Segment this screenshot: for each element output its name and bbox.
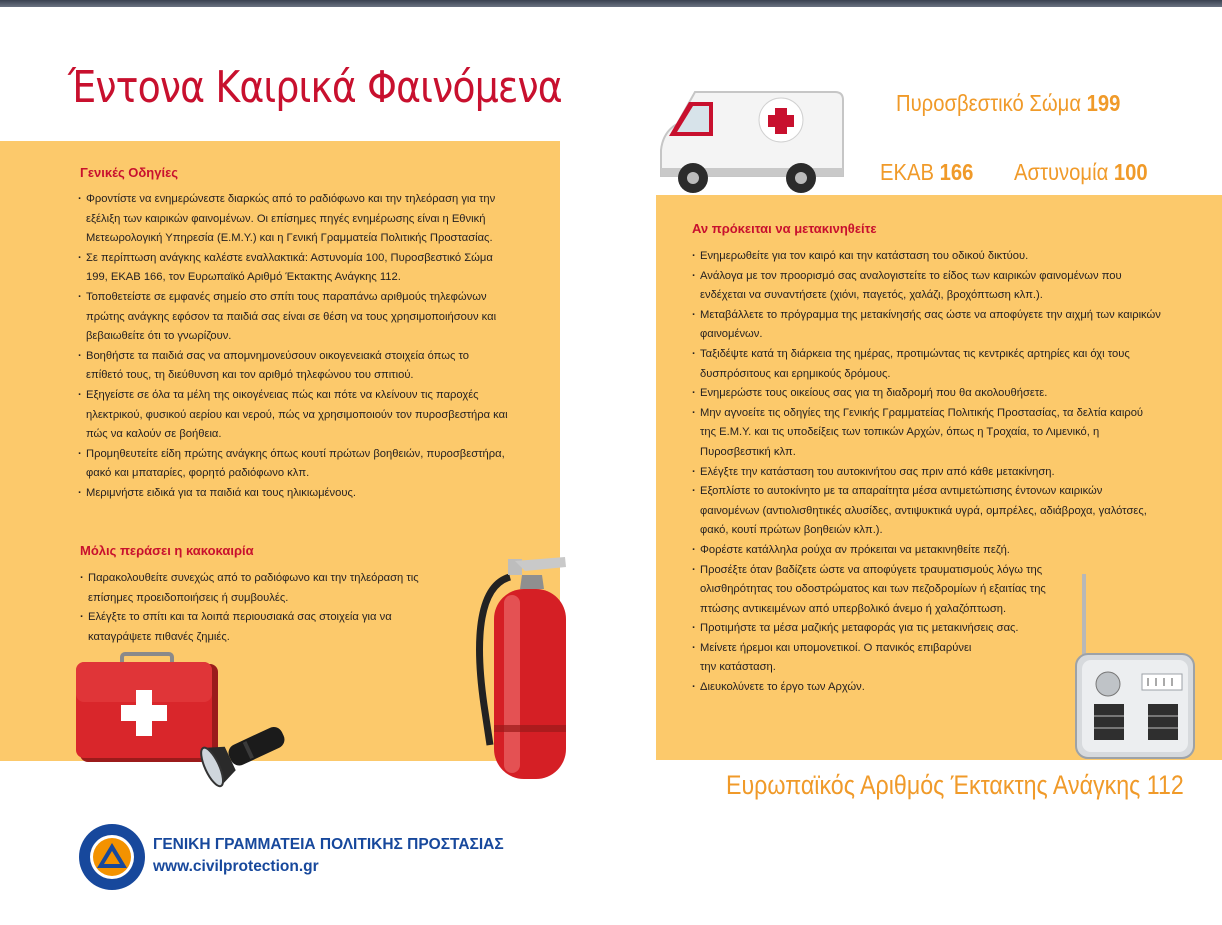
ambulance-icon xyxy=(655,88,847,196)
civil-protection-logo xyxy=(78,823,146,891)
ekab-contact xyxy=(880,159,973,186)
list-item: · Σε περίπτωση ανάγκης καλέστε εναλλακτικά: Αστυνομία 100, Πυροσβεστικό Σώμα 199, ΕΚΑΒ 166, τον Ευρωπαϊκό Αριθμό Έκτακτης Ανάγκης 112. xyxy=(78,249,508,288)
fire-service-label: Πυροσβεστικό Σώμα xyxy=(896,90,1082,116)
organization-url[interactable]: www.civilprotection.gr xyxy=(153,858,319,875)
list-item: · Εξοπλίστε το αυτοκίνητο με τα απαραίτητα μέσα αντιμετώπισης έντονων καιρικών φαινομένων (αντιολισθητικές αλυσίδες, αντιψυκτικά υγρά, ομπρέλες, αδιάβροχα, γαλότσες, φακό, κουτί πρώτων βοηθειών κλπ.). xyxy=(692,482,1162,541)
list-item: · Μεριμνήστε ειδικά για τα παιδιά και τους ηλικιωμένους. xyxy=(78,484,508,504)
list-item: · Μην αγνοείτε τις οδηγίες της Γενικής Γραμματείας Πολιτικής Προστασίας, τα δελτία καιρού της Ε.Μ.Υ. και τις υποδείξεις των τοπικών Αρχών, όπως η Τροχαία, το Λιμενικό, η Πυροσβεστική κλπ. xyxy=(692,404,1162,463)
page-title: Έντονα Καιρικά Φαινόμενα xyxy=(68,62,562,113)
list-item: · Τοποθετείστε σε εμφανές σημείο στο σπίτι τους παραπάνω αριθμούς τηλεφώνων πρώτης ανάγκης εφόσον τα παιδιά σας είναι σε θέση να τους χρησιμοποιήσουν και βεβαιωθείτε ότι το γνωρίζουν. xyxy=(78,288,508,347)
list-item: · Εξηγείστε σε όλα τα μέλη της οικογένειας πώς και πότε να κλείνουν τις παροχές ηλεκτρικού, φυσικού αερίου και νερού, πώς να χρησιμοποιούν τον πυροσβεστήρα και πώς να καλούν σε βοήθεια. xyxy=(78,386,508,445)
list-item: · Μείνετε ήρεμοι και υπομονετικοί. Ο πανικός επιβαρύνει την κατάσταση. xyxy=(692,639,980,678)
list-item: · Ενημερωθείτε για τον καιρό και την κατάσταση του οδικού δικτύου. xyxy=(692,247,1162,267)
list-item: · Προσέξτε όταν βαδίζετε ώστε να αποφύγετε τραυματισμούς λόγω της ολισθηρότητας του οδοστρώματος και των πεζοδρομίων ή εξαιτίας της πτώσης αντικειμένων από υπερβολικό άνεμο ή χαλαζόπτωση. xyxy=(692,561,1055,620)
window-top-border xyxy=(0,0,1222,7)
general-list xyxy=(78,190,508,504)
list-item: · Ελέγξτε το σπίτι και τα λοιπά περιουσιακά σας στοιχεία για να καταγράψετε πιθανές ζημιές. xyxy=(80,608,455,647)
list-item: · Ελέγξτε την κατάσταση του αυτοκινήτου σας πριν από κάθε μετακίνηση. xyxy=(692,463,1162,483)
list-item: · Ταξιδέψτε κατά τη διάρκεια της ημέρας, προτιμώντας τις κεντρικές αρτηρίες και όχι τους δυσπρόσιτους και ερημικούς δρόμους. xyxy=(692,345,1162,384)
list-item: · Προμηθευτείτε είδη πρώτης ανάγκης όπως κουτί πρώτων βοηθειών, πυροσβεστήρα, φακό και μπαταρίες, φορητό ραδιόφωνο κλπ. xyxy=(78,445,508,484)
fire-extinguisher-icon xyxy=(470,555,580,785)
police-contact xyxy=(1014,159,1148,186)
radio-icon xyxy=(1072,570,1200,762)
list-item: · Ανάλογα με τον προορισμό σας αναλογιστείτε το είδος των καιρικών φαινομένων που ενδέχεται να συναντήσετε (χιόνι, παγετός, χαλάζι, βροχόπτωση κλπ.). xyxy=(692,267,1162,306)
ekab-label: ΕΚΑΒ xyxy=(880,159,935,185)
list-item: · Βοηθήστε τα παιδιά σας να απομνημονεύσουν οικογενειακά στοιχεία όπως το επίθετό τους, τη διεύθυνση και τον αριθμό τηλεφώνου του σπιτιού. xyxy=(78,347,508,386)
list-item: · Μεταβάλλετε το πρόγραμμα της μετακίνησής σας ώστε να αποφύγετε την αιχμή των καιρικών φαινομένων. xyxy=(692,306,1162,345)
euro-number: 112 xyxy=(1146,770,1184,800)
ekab-number: 166 xyxy=(939,159,974,185)
list-item: · Φορέστε κατάλληλα ρούχα αν πρόκειται να μετακινηθείτε πεζή. xyxy=(692,541,1162,561)
travel-heading: Αν πρόκειται να μετακινηθείτε xyxy=(692,221,877,236)
after-heading: Μόλις περάσει η κακοκαιρία xyxy=(80,543,254,558)
flashlight-icon xyxy=(195,718,290,788)
police-number: 100 xyxy=(1113,159,1148,185)
list-item: · Διευκολύνετε το έργο των Αρχών. xyxy=(692,678,1070,698)
fire-service-number: 199 xyxy=(1086,90,1121,116)
police-label: Αστυνομία xyxy=(1014,159,1109,185)
euro-label: Ευρωπαϊκός Αριθμός Έκτακτης Ανάγκης xyxy=(726,770,1141,800)
list-item: · Παρακολουθείτε συνεχώς από το ραδιόφωνο και την τηλεόραση τις επίσημες προειδοποιήσεις ή συμβουλές. xyxy=(80,569,455,608)
after-list xyxy=(80,569,455,647)
list-item: · Φροντίστε να ενημερώνεστε διαρκώς από το ραδιόφωνο και την τηλεόραση για την εξέλιξη των καιρικών φαινομένων. Οι επίσημες πηγές ενημέρωσης είναι η Εθνική Μετεωρολογική Υπηρεσία (Ε.Μ.Υ.) και η Γενική Γραμματεία Πολιτικής Προστασίας. xyxy=(78,190,508,249)
general-heading: Γενικές Οδηγίες xyxy=(80,165,179,180)
list-item: · Προτιμήστε τα μέσα μαζικής μεταφοράς για τις μετακινήσεις σας. xyxy=(692,619,1070,639)
fire-service-contact xyxy=(896,90,1120,117)
list-item: · Ενημερώστε τους οικείους σας για τη διαδρομή που θα ακολουθήσετε. xyxy=(692,384,1162,404)
organization-name: ΓΕΝΙΚΗ ΓΡΑΜΜΑΤΕΙΑ ΠΟΛΙΤΙΚΗΣ ΠΡΟΣΤΑΣΙΑΣ xyxy=(153,836,504,853)
european-emergency-number xyxy=(726,770,1184,801)
